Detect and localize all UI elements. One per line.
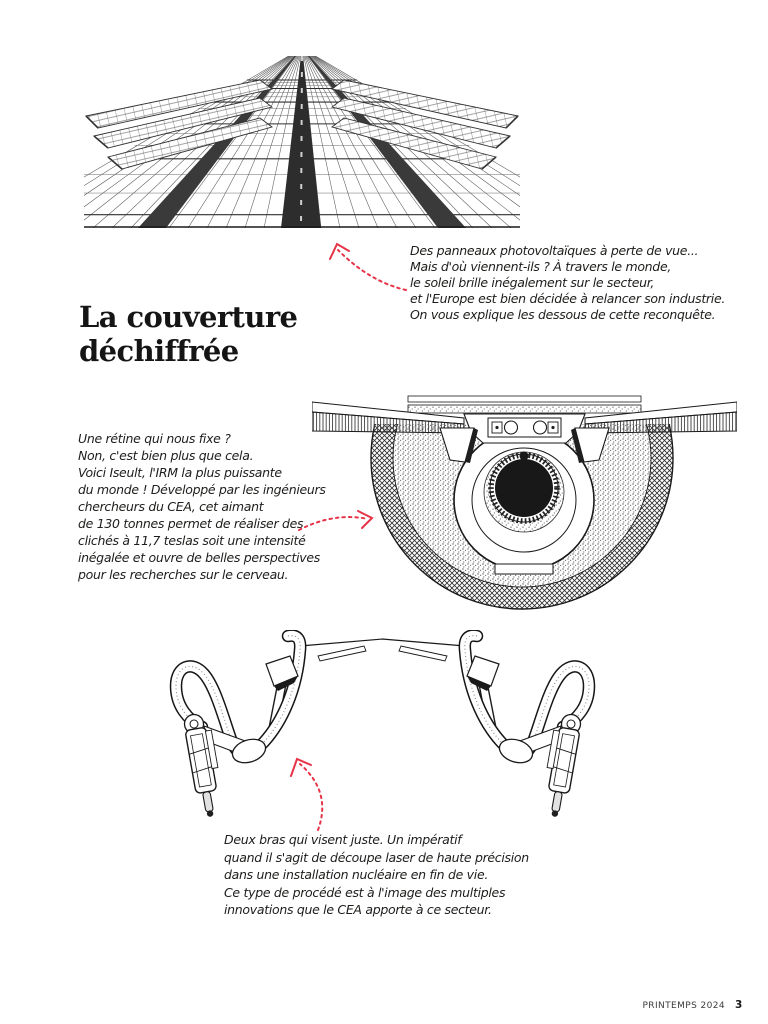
caption-line: chercheurs du CEA, cet aimant <box>78 499 264 514</box>
laser-tool <box>183 712 227 819</box>
red-dashed-arrow-solar <box>312 232 412 294</box>
caption-line: On vous explique les dessous de cette reconquête. <box>410 307 716 322</box>
laser-arms-illustration <box>150 630 615 832</box>
caption-line: Deux bras qui visent juste. Un impératif <box>224 832 462 847</box>
red-dashed-arrow-laser <box>278 752 336 832</box>
caption-line: de 130 tonnes permet de réaliser des <box>78 516 304 531</box>
caption-line: Non, c'est bien plus que cela. <box>78 448 254 463</box>
caption-mri <box>78 430 326 583</box>
photovoltaic-panels-illustration <box>84 56 520 228</box>
caption-line: et l'Europe est bien décidée à relancer son industrie. <box>410 291 726 306</box>
footer-issue: PRINTEMPS 2024 <box>642 1001 725 1011</box>
page-title: La couverture déchiffrée <box>79 300 298 368</box>
caption-line: inégalée et ouvre de belles perspectives <box>78 550 320 565</box>
caption-line: Des panneaux photovoltaïques à perte de vue... <box>410 243 699 258</box>
caption-line: dans une installation nucléaire en fin de vie. <box>224 867 489 882</box>
caption-line: le soleil brille inégalement sur le secteur, <box>410 275 655 290</box>
caption-line: Voici Iseult, l'IRM la plus puissante <box>78 465 282 480</box>
footer-page-number: 3 <box>735 999 743 1011</box>
solar-field <box>84 56 520 228</box>
caption-line: clichés à 11,7 teslas soit une intensité <box>78 533 306 548</box>
mri-magnet-illustration <box>312 388 737 610</box>
caption-line: pour les recherches sur le cerveau. <box>78 567 289 582</box>
caption-solar <box>410 243 725 323</box>
caption-line: Mais d'où viennent-ils ? À travers le monde, <box>410 259 672 274</box>
caption-line: Ce type de procédé est à l'image des multiples <box>224 884 506 900</box>
caption-line: innovations que le CEA apporte à ce secteur. <box>224 902 492 917</box>
caption-line: Une rétine qui nous fixe ? <box>78 431 231 446</box>
caption-laser <box>224 831 529 919</box>
caption-line: du monde ! Développé par les ingénieurs <box>78 482 326 497</box>
caption-line: quand il s'agit de découpe laser de haute précision <box>224 849 529 865</box>
